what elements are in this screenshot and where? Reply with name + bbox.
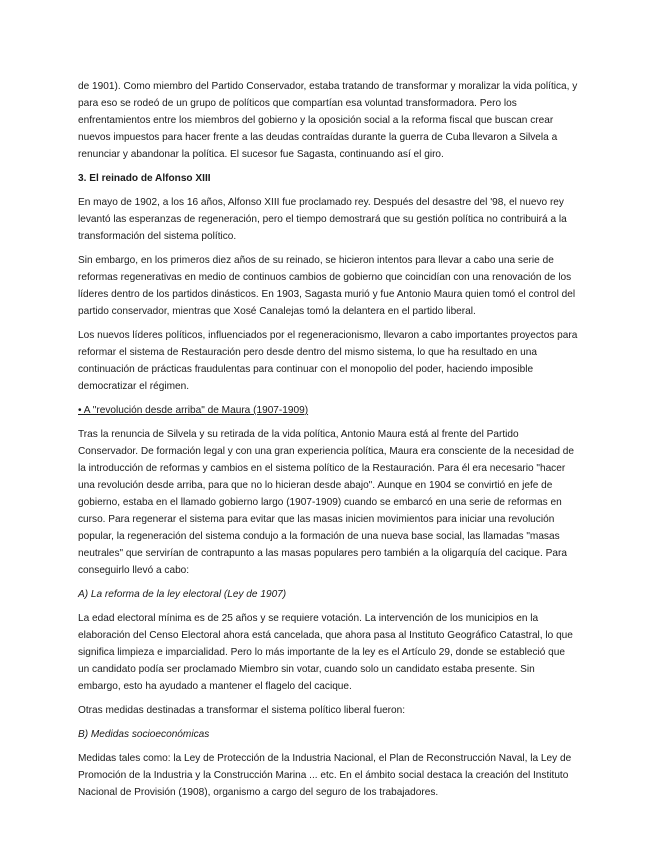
- subheading-socioeconomic: B) Medidas socioeconómicas: [78, 729, 210, 740]
- paragraph-socioeconomic-measures: Medidas tales como: la Ley de Protección de la Industria Nacional, el Plan de Reconstrucción Naval, la Ley de Promoción de la Industria y la Construcción Marina ... etc. En el ámbito social destaca la creación del Instituto Nacional de Provisión (1908), organismo a cargo del seguro de los trabajadores.: [78, 753, 572, 798]
- section-heading-alfonso-xiii: 3. El reinado de Alfonso XIII: [78, 173, 211, 184]
- paragraph-proclamation: En mayo de 1902, a los 16 años, Alfonso XIII fue proclamado rey. Después del desastre del '98, el nuevo rey levantó las esperanzas de regeneración, pero el tiempo demostrará que su gestión política no contribuirá a la transformación del sistema político.: [78, 197, 567, 242]
- paragraph-maura: Tras la renuncia de Silvela y su retirada de la vida política, Antonio Maura está al frente del Partido Conservador. De formación legal y con una gran experiencia política, Maura era consciente de la necesidad de la introducción de reformas y cambios en el sistema político de la Restauración. Para él era necesario "hacer una revolución desde arriba, para que no lo hicieran desde abajo". Aunque en 1904 se convirtió en jefe de gobierno, estaba en el llamado gobierno largo (1907-1909) cuando se embarcó en una serie de reformas en curso. Para regenerar el sistema para evitar que las masas inicien movimientos para iniciar una revolución popular, la regeneración del sistema condujo a la formación de una nueva base social, las llamadas "masas neutrales" que servirían de contrapunto a las masas populares pero también a la oligarquía del cacique. Para conseguirlo llevó a cabo:: [78, 429, 575, 576]
- paragraph-new-leaders: Los nuevos líderes políticos, influenciados por el regeneracionismo, llevaron a cabo importantes proyectos para reformar el sistema de Restauración pero desde dentro del mismo sistema, lo que ha resultado en una continuación de prácticas fraudulentas para continuar con el monopolio del poder, haciendo imposible democratizar el régimen.: [78, 330, 578, 392]
- paragraph-reforms: Sin embargo, en los primeros diez años de su reinado, se hicieron intentos para llevar a cabo una serie de reformas regenerativas en medio de continuos cambios de gobierno que coincidían con una renovación de los líderes dentro de los partidos dinásticos. En 1903, Sagasta murió y fue Antonio Maura quien tomó el control del partido conservador, mientras que Xosé Canalejas tomó la delantera en el partido liberal.: [78, 255, 576, 317]
- subheading-maura-revolution: • A "revolución desde arriba" de Maura (1907-1909): [78, 405, 309, 416]
- paragraph-electoral-law: La edad electoral mínima es de 25 años y se requiere votación. La intervención de los municipios en la elaboración del Censo Electoral ahora está cancelada, que ahora pasa al Instituto Geográfico Catastral, lo que significa limpieza e imparcialidad. Pero lo más importante de la ley es el Artículo 29, donde se estableció que un candidato podía ser proclamado Miembro sin votar, cuando solo un candidato estaba presente. Sin embargo, esto ha ayudado a mantener el flagelo del cacique.: [78, 613, 573, 692]
- document-page: [78, 78, 578, 808]
- subheading-electoral-reform: A) La reforma de la ley electoral (Ley de 1907): [78, 589, 287, 600]
- paragraph-silvela-resignation: de 1901). Como miembro del Partido Conservador, estaba tratando de transformar y moralizar la vida política, y para eso se rodeó de un grupo de políticos que compartían esa voluntad transformadora. Pero los enfrentamientos entre los miembros del gobierno y la oposición social a la reforma fiscal que buscan crear nuevos impuestos para hacer frente a las deudas contraídas durante la guerra de Cuba llevaron a Silvela a renunciar y abandonar la política. El sucesor fue Sagasta, continuando así el giro.: [78, 81, 578, 160]
- paragraph-other-measures: Otras medidas destinadas a transformar el sistema político liberal fueron:: [78, 705, 406, 716]
